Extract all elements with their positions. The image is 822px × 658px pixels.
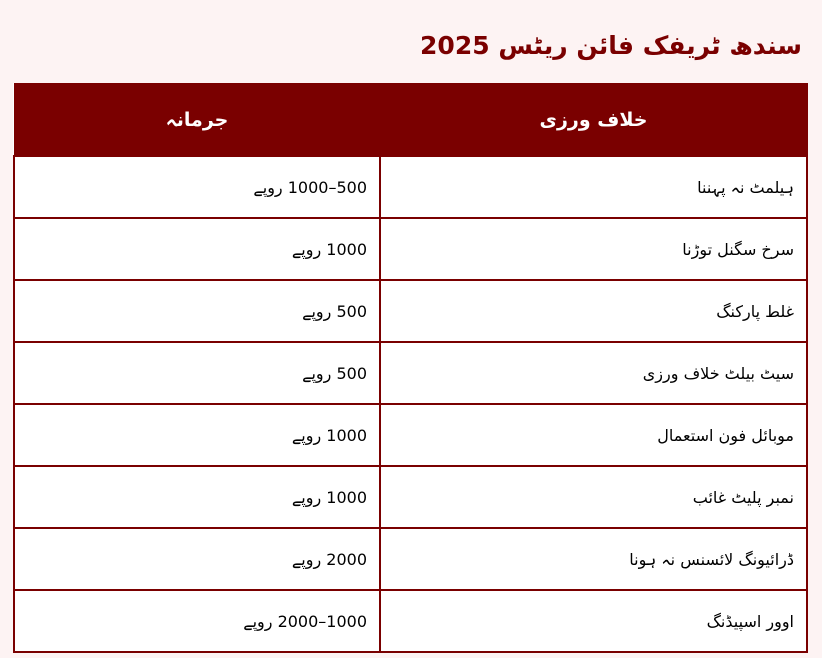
violation-cell: سرخ سگنل توڑنا (380, 218, 807, 280)
fine-cell: 1000–2000 روپے (14, 590, 380, 652)
table-row (14, 466, 807, 528)
table-row (14, 528, 807, 590)
table-row (14, 404, 807, 466)
table-header-row (14, 84, 807, 157)
fine-cell: 1000 روپے (14, 218, 380, 280)
fine-cell: 2000 روپے (14, 528, 380, 590)
violation-cell: ہیلمٹ نہ پہننا (380, 156, 807, 218)
fine-cell: 1000 روپے (14, 466, 380, 528)
column-header-fine: جرمانہ (14, 84, 380, 157)
table-row (14, 590, 807, 652)
fine-cell: 500 روپے (14, 280, 380, 342)
fine-cell: 500 روپے (14, 342, 380, 404)
violation-cell: نمبر پلیٹ غائب (380, 466, 807, 528)
page-title: سندھ ٹریفک فائن ریٹس 2025 (420, 31, 802, 60)
violation-cell: غلط پارکنگ (380, 280, 807, 342)
table-row (14, 218, 807, 280)
table-row (14, 342, 807, 404)
traffic-fines-table (13, 83, 808, 653)
violation-cell: موبائل فون استعمال (380, 404, 807, 466)
table-row (14, 280, 807, 342)
table-row (14, 156, 807, 218)
fine-cell: 1000 روپے (14, 404, 380, 466)
violation-cell: اوور اسپیڈنگ (380, 590, 807, 652)
fine-cell: 500–1000 روپے (14, 156, 380, 218)
violation-cell: سیٹ بیلٹ خلاف ورزی (380, 342, 807, 404)
violation-cell: ڈرائیونگ لائسنس نہ ہونا (380, 528, 807, 590)
column-header-violation: خلاف ورزی (380, 84, 807, 157)
